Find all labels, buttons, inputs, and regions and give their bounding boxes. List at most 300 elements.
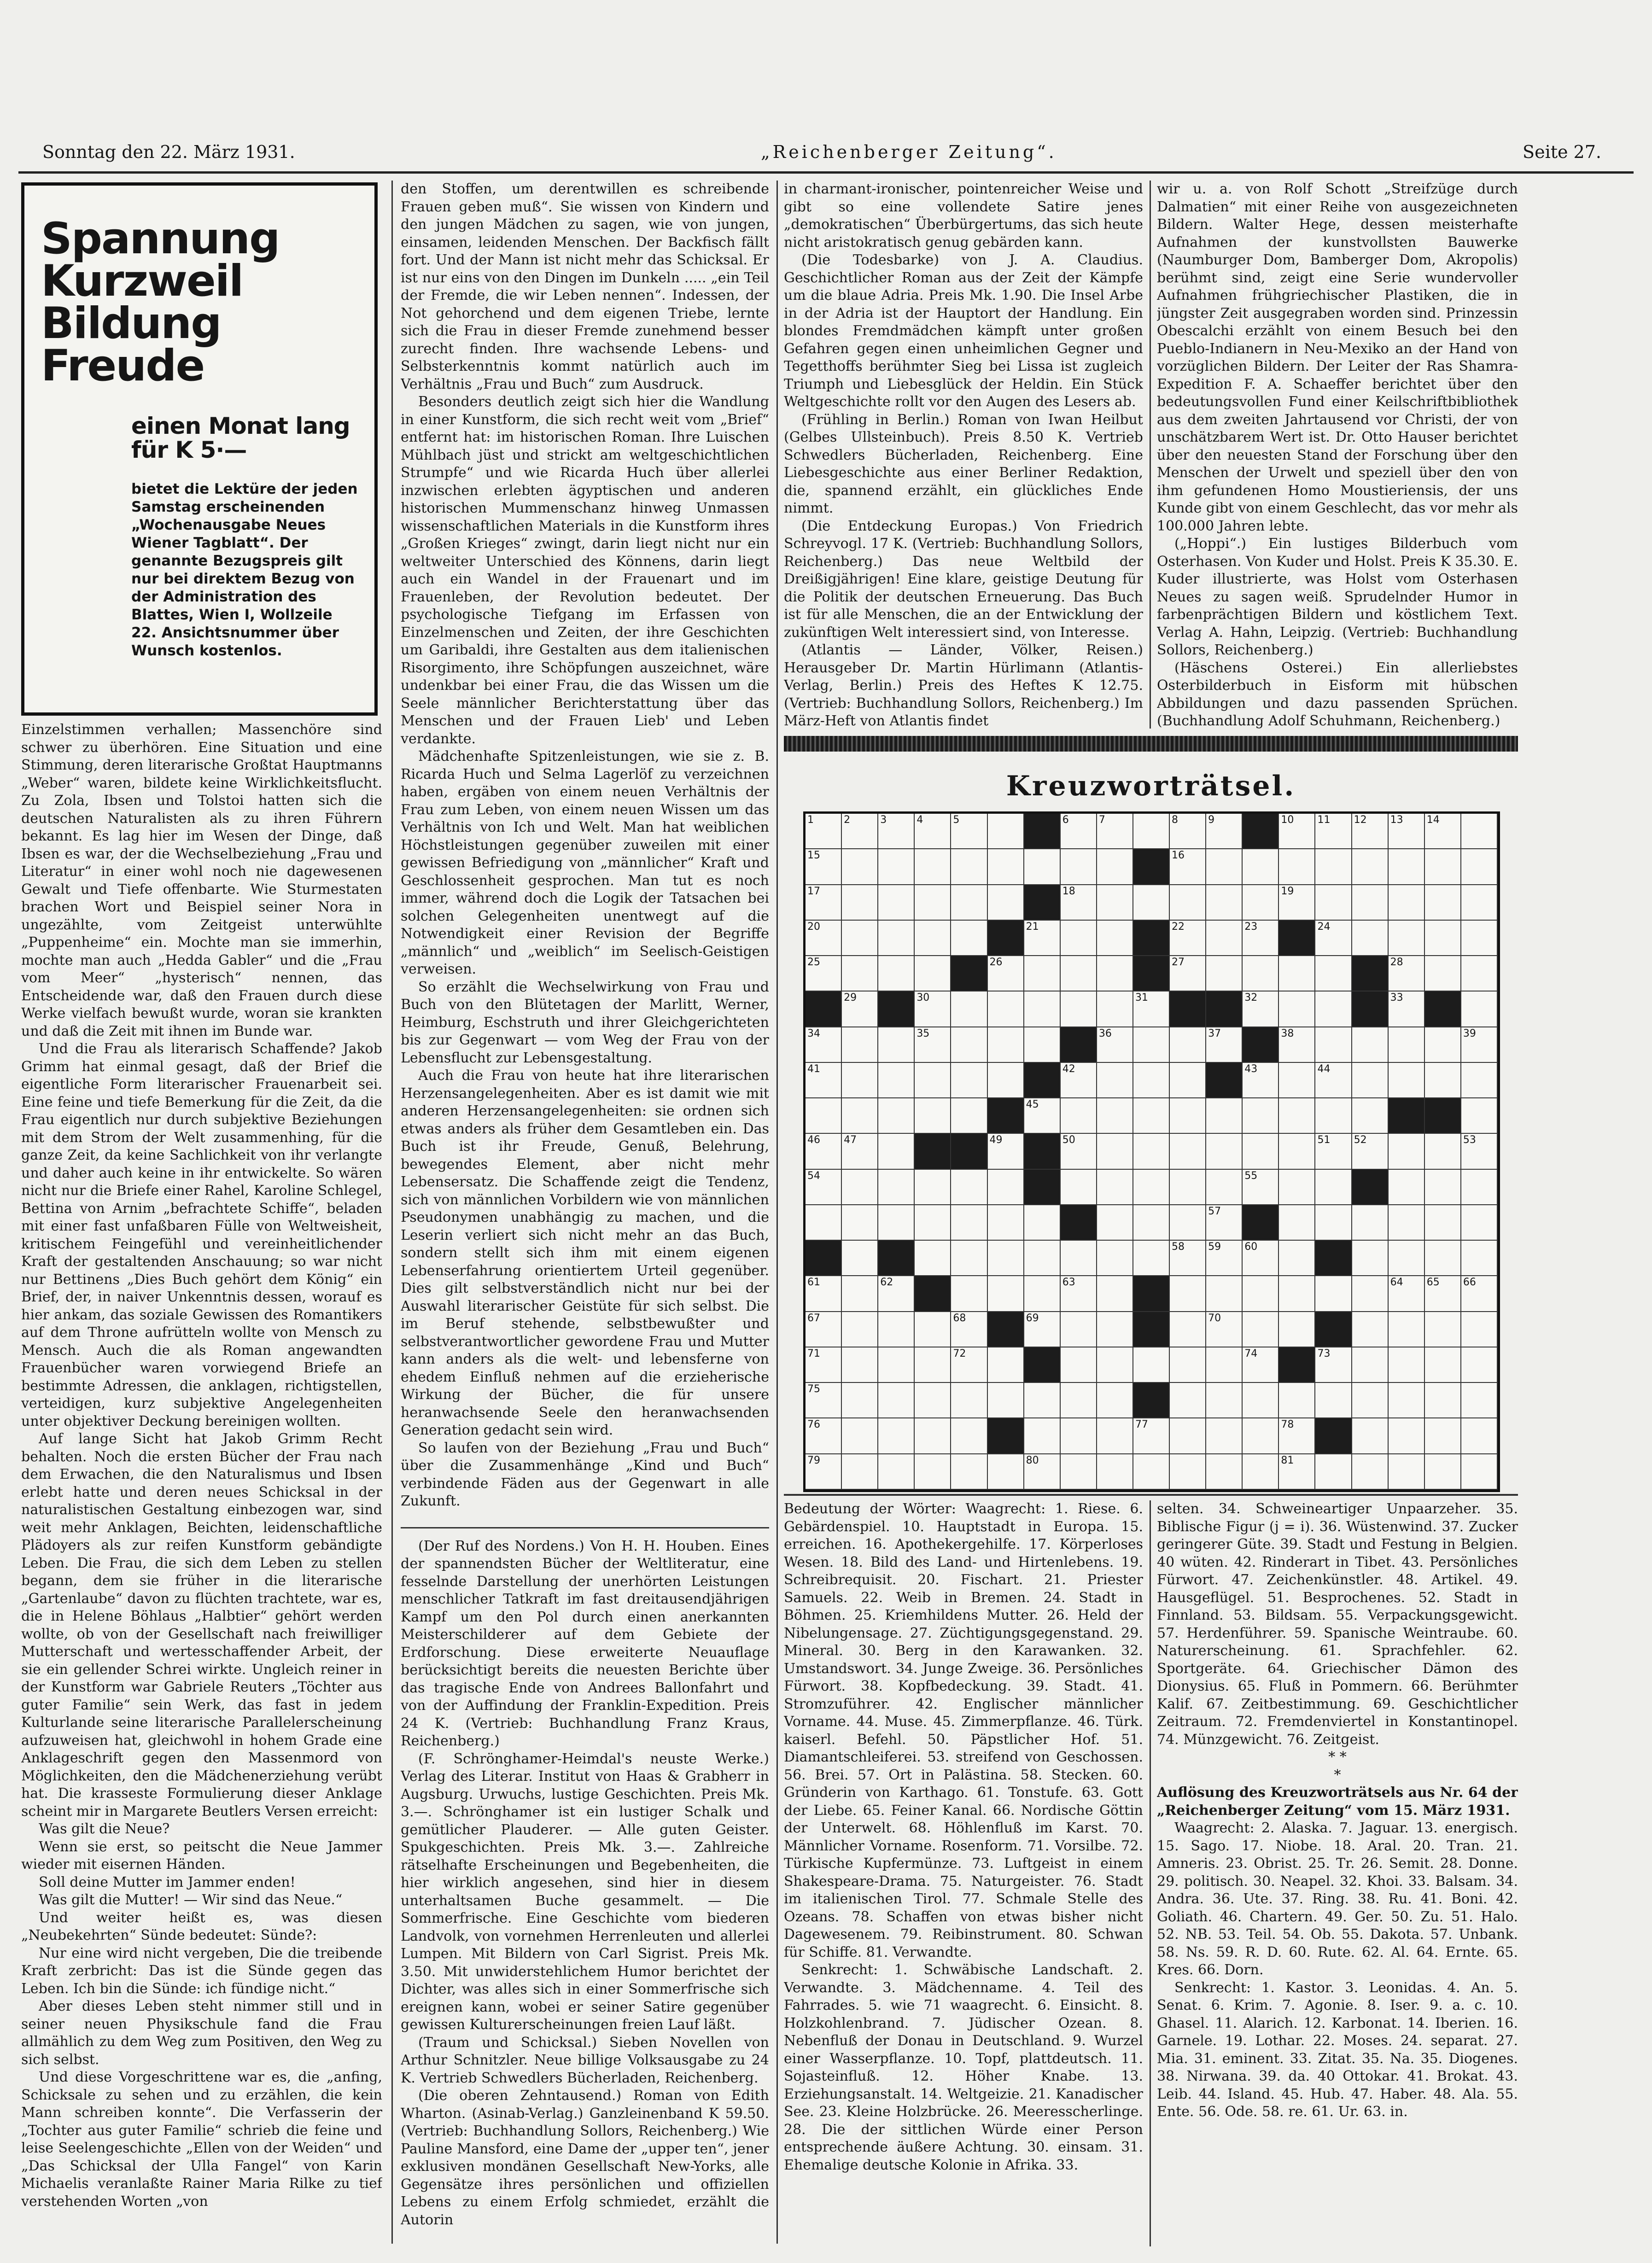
crossword-cell [1425,814,1461,849]
paragraph: Einzelstimmen verhallen; Massenchöre sind schwer zu überhören. Eine Situation und eine Stimmung, deren literarische Großtat Hauptmanns „Weber“ waren, bildete keine Wirklichkeitsflucht. Zu Zola, Ibsen und Tolstoi hatten sich die deutschen Naturalisten als zu ihren Führern bekannt. Es lag hier im Wesen der Dinge, daß Ibsen es war, der die Wechselbeziehung „Frau und Literatur“ in einer wohl noch nie dagewesenen Gewalt und Tiefe offenbarte. Wie Sturmestaten brachen Wort und Beispiel seiner Nora in ungezählte, vom Zeitgeist unterwühlte „Puppenheime“ ein. Mochte man sie immerhin, mochte man auch „Hedda Gabler“ und die „Frau vom Meer“ „hysterisch“ nennen, das Entscheidende war, daß den Frauen durch diese Werke vielfach bewußt wurde, woran sie krankten und daß die Zeit mit ihnen im Bunde war. [21,722,382,1039]
crossword-cell [1133,885,1170,921]
crossword-cell [915,1383,951,1418]
crossword-cell [1279,1312,1315,1347]
crossword-cell-number: 58 [1172,1241,1185,1253]
crossword-cell [1389,921,1425,956]
crossword-black-cell [1024,885,1061,921]
crossword-cell [1170,1134,1206,1169]
crossword-cell [1352,1454,1389,1490]
paragraph: in charmant-ironischer, pointenreicher Weise und gibt so eine vollendete Satire jenes „demokratischen“ Überbürgertums, das sich heute nicht aristokratisch genug gebärden kann. [784,181,1143,251]
crossword-cell [1461,885,1498,921]
crossword-cell [1461,1383,1498,1418]
crossword-cell-number: 6 [1062,814,1069,826]
crossword-cell-number: 30 [916,992,930,1004]
crossword-black-cell [988,1312,1024,1347]
crossword-cell [1133,1134,1170,1169]
crossword-cell [1425,956,1461,992]
crossword-cell [1425,1312,1461,1347]
poem-line: Wenn sie erst, so peitscht die Neue Jammer wieder mit eisernen Händen. [21,1838,382,1872]
crossword-cell [1061,1418,1097,1454]
paragraph: Besonders deutlich zeigt sich hier die Wandlung in einer Kunstform, die sich recht weit vom „Brief“ entfernt hat: im historischen Roman. Ihre Luischen Mühlbach jüst und strickt am weltgeschichtlichen Strumpfe“ und wie Ricarda Huch über allerlei inzwischen erlebten ägyptischen und anderen historischen Mummenschanz hinweg Unmassen wissenschaftlichen Materials in die Kunstform ihres „Großen Krieges“ zwingt, darin liegt nicht nur ein weltweiter Unterschied des Könnens, darin liegt auch ein Wandel in der Frauenart und im Frauenleben, der Revolution bedeutet. Der psychologische Tiefgang im Erfassen von Einzelmenschen und Zeiten, der ihre Geschichten um Garibaldi, ihre Gestalten aus dem italienischen Risorgimento, ihre Schöpfungen auszeichnet, wäre undenkbar bei einer Frau, die das Wissen um die Seele männlicher Berichterstattung über das Menschen und der Frauen Lieb' und Leben verdankte. [401,394,769,747]
crossword-cell-number: 26 [989,957,1003,968]
spacer [401,1511,769,1528]
crossword-cell [1279,849,1315,885]
crossword-cell-number: 1 [807,814,814,826]
crossword-cell [1243,1241,1279,1276]
crossword-cell [915,1205,951,1241]
crossword-cell [842,1098,878,1134]
crossword-cell [988,1027,1024,1063]
ad-text: bietet die Lektüre der jeden Samstag erscheinenden „Wochenausgabe Neues Wiener Tagblatt“. Der genannte Bezugspreis gilt nur bei direktem Bezug von der Administration des Blattes, Wien I, Wollzeile 22. Ansichtsnummer über Wunsch kostenlos. [131,481,358,659]
crossword-cell [951,1098,987,1134]
crossword-black-cell [1170,992,1206,1027]
crossword-cell [1024,1027,1061,1063]
crossword-cell [842,1312,878,1347]
crossword-cell [1061,1347,1097,1383]
crossword-cell [1279,956,1315,992]
crossword-cell [878,1347,915,1383]
crossword-cell [1097,1312,1133,1347]
crossword-cell [1061,956,1097,992]
crossword-cell [1206,1027,1243,1063]
crossword-cell [806,1027,842,1063]
crossword-cell [1352,1241,1389,1276]
crossword-cell [1170,1454,1206,1490]
crossword-cell [1389,885,1425,921]
crossword-cell [1352,849,1389,885]
crossword-cell [951,1276,987,1312]
crossword-cell [1315,1134,1352,1169]
crossword-cell-number: 4 [916,814,923,826]
crossword-cell [951,992,987,1027]
crossword-cell [1206,849,1243,885]
crossword-cell [1243,1276,1279,1312]
crossword-cell-number: 10 [1281,814,1294,826]
crossword-cell [1425,1205,1461,1241]
crossword-cell [1243,921,1279,956]
column-divider [391,181,393,2244]
crossword-cell [1206,1134,1243,1169]
crossword-black-cell [1024,814,1061,849]
crossword-cell [806,1170,842,1205]
crossword-cell [1133,1063,1170,1098]
crossword-black-cell [1024,1063,1061,1098]
crossword-cell [1061,1383,1097,1418]
crossword-cell [878,1312,915,1347]
crossword-cell [1061,1098,1097,1134]
crossword-cell-number: 31 [1135,992,1148,1004]
crossword-cell [1425,849,1461,885]
crossword-cell [915,1454,951,1490]
crossword-black-cell [1315,1312,1352,1347]
crossword-cell-number: 2 [844,814,851,826]
crossword-cell [842,956,878,992]
crossword-cell [1389,1276,1425,1312]
crossword-cell-number: 78 [1281,1419,1294,1431]
solution-heading: Auflösung des Kreuzworträtsels aus Nr. 64 der „Reichenberger Zeitung“ vom 15. März 1931. [1157,1785,1518,1819]
crossword-cell-number: 35 [916,1027,930,1039]
crossword-cell [1097,1098,1133,1134]
crossword-cell [1097,1170,1133,1205]
crossword-cell [915,1170,951,1205]
crossword-cell [878,956,915,992]
crossword-cell [1206,921,1243,956]
crossword-black-cell [915,1134,951,1169]
book-review: (Häschens Osterei.) Ein allerliebstes Osterbilderbuch in Eisform mit hübschen Abbildungen und dazu passenden Sprüchen. (Buchhandlung Adolf Schuhmann, Reichenberg.) [1157,659,1518,729]
crossword-cell [988,1241,1024,1276]
crossword-cell [1425,1347,1461,1383]
ad-line: Spannung [41,214,280,264]
crossword-cell [1206,814,1243,849]
crossword-cell [1206,1098,1243,1134]
crossword-cell [1315,1347,1352,1383]
crossword-cell [806,1312,842,1347]
crossword-cell [878,1027,915,1063]
crossword-cell [988,1205,1024,1241]
crossword-cell-number: 62 [880,1277,893,1289]
crossword-black-cell [915,1276,951,1312]
crossword-cell [878,1418,915,1454]
crossword-cell [1425,1063,1461,1098]
crossword-cell [806,1063,842,1098]
crossword-cell [1206,1276,1243,1312]
crossword-black-cell [1133,1276,1170,1312]
crossword-cell-number: 46 [807,1134,820,1146]
crossword-cell [1206,1454,1243,1490]
crossword-cell [1097,1063,1133,1098]
paragraph: So laufen von der Beziehung „Frau und Buch“ über die Zusammenhänge „Kind und Buch“ verbindende Fäden aus der Gegenwart in alle Zukunft. [401,1440,769,1509]
crossword-cell [842,1418,878,1454]
crossword-black-cell [1425,992,1461,1027]
book-review: (Atlantis — Länder, Völker, Reisen.) Herausgeber Dr. Martin Hürlimann (Atlantis-Verlag, Berlin.) Preis des Heftes K 12.75. (Vertrieb: Buchhandlung Sollors, Reichenberg.) Im März-Heft von Atlantis findet [784,642,1143,729]
crossword-cell [1315,1454,1352,1490]
crossword-cell [1425,1170,1461,1205]
crossword-cell [1097,1418,1133,1454]
crossword-cell [878,849,915,885]
crossword-cell [1061,1312,1097,1347]
crossword-cell [915,885,951,921]
column-divider [1150,181,1151,729]
crossword-cell [1461,992,1498,1027]
crossword-cell [1170,1205,1206,1241]
solution-across: Waagrecht: 2. Alaska. 7. Jaguar. 13. energisch. 15. Sago. 17. Niobe. 18. Aral. 20. Tran. 21. Amneris. 23. Obrist. 25. Tr. 26. Semit. 28. Donne. 29. politisch. 30. Neapel. 32. Khoi. 33. Balsam. 34. Andra. 36. Ute. 37. Ring. 38. Ru. 41. Boni. 42. Goliath. 46. Chartern. 49. Ger. 50. Zu. 51. Halo. 52. NB. 53. Teil. 54. Ob. 55. Dakota. 57. Unbank. 58. Ns. 59. R. D. 60. Rute. 62. Al. 64. Ernte. 65. Kres. 66. Dorn. [1157,1820,1518,1978]
crossword-cell [1315,1276,1352,1312]
crossword-cell-number: 16 [1172,850,1185,862]
crossword-cell [806,1418,842,1454]
crossword-cell-number: 64 [1390,1277,1403,1289]
crossword-cell-number: 57 [1208,1205,1221,1217]
crossword-cell [1461,1027,1498,1063]
crossword-cell-number: 8 [1172,814,1179,826]
crossword-cell [1425,885,1461,921]
crossword-cell [1024,956,1061,992]
crossword-cell [915,1347,951,1383]
crossword-cell [1315,1205,1352,1241]
crossword-cell [1279,1134,1315,1169]
crossword-cell-number: 47 [844,1134,857,1146]
crossword-cell [988,885,1024,921]
crossword-cell-number: 39 [1463,1027,1476,1039]
crossword-black-cell [988,1098,1024,1134]
crossword-black-cell [1024,1134,1061,1169]
crossword-black-cell [1133,1312,1170,1347]
crossword-cell [1206,1170,1243,1205]
crossword-cell-number: 24 [1317,921,1331,933]
crossword-cell [842,849,878,885]
crossword-black-cell [1315,1241,1352,1276]
crossword-cell-number: 79 [807,1454,820,1466]
crossword-cell [1061,1241,1097,1276]
crossword-black-cell [1243,1027,1279,1063]
crossword-black-cell [1024,1347,1061,1383]
crossword-cell-number: 74 [1244,1347,1258,1359]
crossword-cell [1315,992,1352,1027]
crossword-black-cell [1133,1383,1170,1418]
crossword-cell [1097,1347,1133,1383]
crossword-cell [1425,1383,1461,1418]
crossword-cell [1279,992,1315,1027]
crossword-cell [1061,1063,1097,1098]
separator: * * [1328,1749,1347,1765]
crossword-cell [878,885,915,921]
crossword-cell [1243,1170,1279,1205]
crossword-cell [951,1312,987,1347]
crossword-cell [1461,1205,1498,1241]
section-rule [784,1494,1518,1496]
crossword-cell [1024,849,1061,885]
crossword-cell [1243,1418,1279,1454]
crossword-cell [915,1418,951,1454]
crossword-black-cell [951,956,987,992]
crossword-cell [1425,1241,1461,1276]
crossword-cell [1170,885,1206,921]
crossword-cell [1352,1347,1389,1383]
crossword-cell [842,992,878,1027]
crossword-cell [1097,1241,1133,1276]
crossword-cell [806,921,842,956]
poem-line: Was gilt die Neue? [39,1821,170,1837]
crossword-cell [1243,1134,1279,1169]
page-header [42,130,1601,162]
crossword-cell [1061,921,1097,956]
header-paper-title: „Reichenberger Zeitung“. [760,142,1057,162]
crossword-cell [915,1312,951,1347]
crossword-cell [1243,1312,1279,1347]
crossword-cell [1170,1276,1206,1312]
crossword-cell [806,956,842,992]
crossword-cell [1243,956,1279,992]
crossword-cell-number: 3 [880,814,887,826]
crossword-cell-number: 27 [1172,957,1185,968]
crossword-cell [1133,1098,1170,1134]
paragraph: Mädchenhafte Spitzenleistungen, wie sie z. B. Ricarda Huch und Selma Lagerlöf zu verzeichnen haben, ergäben von einem neuen Verhältnis der Frau zum Leben, von einem neuen Wissen um das Verhältnis von Ich und Welt. Man hat weiblichen Höchstleistungen gegenüber zuweilen mit einer gewissen Befriedigung von „männlicher“ Kraft und Geschlossenheit gesprochen. Man tut es noch immer, während doch die Logik der Tatsachen bei solchen Gelegenheiten unentwegt auf die Notwendigkeit einer Revision der Begriffe „männlich“ und „weiblich“ im Seelisch-Geistigen verweisen. [401,748,769,977]
crossword-cell [842,1027,878,1063]
crossword-cell [842,1454,878,1490]
crossword-cell-number: 51 [1317,1134,1331,1146]
crossword-cell-number: 37 [1208,1027,1221,1039]
crossword-black-cell [1206,1063,1243,1098]
crossword-cell [988,1347,1024,1383]
crossword-cell [878,1383,915,1418]
crossword-cell-number: 50 [1062,1134,1075,1146]
crossword-cell [1352,921,1389,956]
crossword-cell [1315,1027,1352,1063]
crossword-cell [1279,885,1315,921]
crossword-cell [1279,1241,1315,1276]
section-bar [784,736,1518,752]
crossword-cell [1461,1063,1498,1098]
paragraph: Und weiter heißt es, was diesen „Neubekehrten“ Sünde bedeutet: Sünde?: [21,1909,382,1943]
crossword-cell [915,992,951,1027]
crossword-black-cell [1279,1347,1315,1383]
crossword-cell [1425,921,1461,956]
crossword-cell [915,921,951,956]
crossword-cell [1279,1063,1315,1098]
crossword-cell [1315,1098,1352,1134]
crossword-cell [1206,885,1243,921]
crossword-cell [988,1063,1024,1098]
crossword-cell [1425,1418,1461,1454]
crossword-cell [1279,814,1315,849]
crossword-cell-number: 41 [807,1063,820,1075]
crossword-cell [1097,956,1133,992]
book-review: (F. Schrönghamer-Heimdal's neuste Werke.) Verlag des Literar. Institut von Haas & Grabherr in Augsburg. Urwuchs, lustige Geschichten. Preis Mk. 3.—. Schrönghamer ist ein lustiger Schalk und gemütlicher Plauderer. — Alle guten Geister. Spukgeschichten. Preis Mk. 3.—. Zahlreiche rätselhafte Erscheinungen und Begebenheiten, die hier wirklich angesehen, sind hier in diesem unterhaltsamen Buche gesammelt. — Die Sommerfrische. Eine Geschichte vom biederen Landvolk, von vornehmen Herrenleuten und allerlei Lumpen. Mit Bildern von Carl Sigrist. Preis Mk. 3.50. Mit unwiderstehlichem Humor berichtet der Dichter, was alles sich in einer Sommerfrische sich ereignen kann, wobei er seiner Satire gegenüber gewissen Kulturerscheinungen freien Lauf läßt. [401,1750,769,2033]
crossword-cell [1097,814,1133,849]
crossword-cell [988,956,1024,992]
crossword-cell [842,1347,878,1383]
crossword-cell [1170,1241,1206,1276]
crossword-cell [806,1205,842,1241]
crossword-black-cell [1133,849,1170,885]
poem-line: Was gilt die Mutter! — Wir sind das Neue.“ [39,1892,343,1908]
crossword-cell [1425,1134,1461,1169]
crossword-cell [1206,1418,1243,1454]
crossword-cell [1243,1098,1279,1134]
crossword-cell [1024,1241,1061,1276]
crossword-cell [1024,1454,1061,1490]
book-review: (Frühling in Berlin.) Roman von Iwan Heilbut (Gelbes Ullsteinbuch). Preis 8.50 K. Vertrieb Schwedlers Bücherladen, Reichenberg. Eine Liebesgeschichte aus einer Berliner Redaktion, die, spannend erzählt, ein glückliches Ende nimmt. [784,411,1143,516]
crossword-cell-number: 5 [953,814,960,826]
crossword-cell [1243,1383,1279,1418]
crossword-cell [1133,814,1170,849]
crossword-cell-number: 70 [1208,1312,1221,1324]
paragraph: den Stoffen, um derentwillen es schreibende Frauen geben muß“. Sie wissen von Kindern und den jungen Mädchen zu sagen, wie von jungen, einsamen, leidenden Menschen. Der Backfisch fällt fort. Und der Mann ist nicht mehr das Schicksal. Er ist nur eins von den Dingen im Dunkeln ..... „ein Teil der Fremde, die wir Leben nennen“. Indessen, der Not gehorchend und dem eigenen Triebe, lernte sich die Frau in dieser Fremde zunehmend besser zurecht finden. Ihre wachsende Lebens- und Selbsterkenntnis kommt natürlich auch im Verhältnis „Frau und Buch“ zum Ausdruck. [401,181,769,392]
crossword-black-cell [1279,921,1315,956]
crossword-cell [951,1347,987,1383]
crossword-cell [1024,1205,1061,1241]
crossword-cell [806,1098,842,1134]
crossword-cell-number: 14 [1426,814,1440,826]
paragraph: Und die Frau als literarisch Schaffende? Jakob Grimm hat einmal gesagt, daß der Brief die eigentliche Form literarischer Frauenarbeit sei. Eine feine und tiefe Bemerkung für die Zeit, da die Frau eigentlich nur durch subjektive Beziehungen mit dem Strom der Welt zusammenhing, für die ganze Zeit, da keine Sachlichkeit von ihr verlangte und daher auch keine in ihr entwickelte. So wären nicht nur die Briefe einer Rahel, Karoline Schlegel, Bettina von Arnim „befrachtete Schiffe“, beladen mit einer fast unfaßbaren Fülle von Weltweisheit, kritischem Feingefühl und vereinheitlichender Kraft der gestaltenden Anschauung; so war nicht nur Bettinens „Dies Buch gehört dem König“ ein Brief, der, in naiver Unkenntnis dessen, worauf es hier ankam, das soziale Gewissen des Romantikers auf dem Throne aufrütteln wollte von Mensch zu Mensch. Auch die als Roman angewandten Frauenbücher waren vorwiegend Briefe an bestimmte Adressen, die anklagen, richtigstellen, verteidigen, kurz subjektive Angelegenheiten unter objektiver Deckung bereinigen wollten. [21,1041,382,1429]
advertisement-box [21,182,378,716]
crossword-cell-number: 45 [1026,1099,1039,1111]
crossword-cell-number: 80 [1026,1454,1039,1466]
crossword-cell [1279,1418,1315,1454]
paragraph: Aber dieses Leben steht nimmer still und in seiner neuen Physikschule fand die Frau allmählich zu dem Weg zum Positiven, den Weg zu sich selbst. [21,1998,382,2068]
crossword-cell-number: 54 [807,1170,820,1182]
crossword-cell [842,885,878,921]
crossword-black-cell [1315,1418,1352,1454]
crossword-black-cell [1133,956,1170,992]
header-date: Sonntag den 22. März 1931. [42,142,295,162]
crossword-cell [1097,1134,1133,1169]
crossword-cell [1243,992,1279,1027]
crossword-grid [803,811,1500,1492]
crossword-cell [1097,1205,1133,1241]
crossword-cell [988,1454,1024,1490]
book-review: („Hoppi“.) Ein lustiges Bilderbuch vom Osterhasen. Von Kuder und Holst. Preis K 35.30. E. Kuder illustrierte, was Holst vom Osterhasen Neues zu sagen weiß. Sprudelnder Humor in farbenprächtigen Bildern und köstlichem Text. Verlag A. Hahn, Leipzig. (Vertrieb: Buchhandlung Sollors, Reichenberg.) [1157,536,1518,658]
crossword-cell [1389,814,1425,849]
crossword-cell-number: 25 [807,957,820,968]
crossword-cell [1425,1454,1461,1490]
crossword-black-cell [1061,1027,1097,1063]
crossword-cell [1024,992,1061,1027]
crossword-cell [1061,1134,1097,1169]
crossword-cell [806,885,842,921]
crossword-cell [1352,1027,1389,1063]
crossword-cell [1389,1454,1425,1490]
crossword-cell-number: 69 [1026,1312,1039,1324]
crossword-cell-number: 22 [1172,921,1185,933]
crossword-cell [842,1383,878,1418]
crossword-cell [1061,1454,1097,1490]
crossword-cell-number: 21 [1026,921,1039,933]
crossword-cell [1279,1454,1315,1490]
crossword-solution [1157,1500,1518,2246]
crossword-cell [1133,1418,1170,1454]
crossword-cell [1097,1276,1133,1312]
crossword-cell [1315,956,1352,992]
crossword-cell [1461,1454,1498,1490]
crossword-cell [1170,1098,1206,1134]
solution-down: Senkrecht: 1. Kastor. 3. Leonidas. 4. An. 5. Senat. 6. Krim. 7. Agonie. 8. Iser. 9. a. c. 10. Ghasel. 11. Alarich. 12. Karbonat. 14. Iberien. 16. Garnele. 19. Lothar. 22. Moses. 24. separat. 27. Mia. 31. eminent. 33. Zitat. 35. Na. 35. Diogenes. 38. Nirwana. 39. da. 40 Ottokar. 41. Brokat. 43. Leib. 44. Island. 45. Hub. 47. Haber. 48. Ala. 55. Ente. 56. Ode. 58. re. 61. Ur. 63. in. [1157,1979,1518,2120]
crossword-cell [1133,1241,1170,1276]
crossword-cell [988,1170,1024,1205]
crossword-cell-number: 36 [1098,1027,1112,1039]
crossword-cell-number: 55 [1244,1170,1258,1182]
crossword-cell [842,1241,878,1276]
crossword-cell [1461,1347,1498,1383]
crossword-cell [1389,956,1425,992]
crossword-cell-number: 76 [807,1419,820,1431]
crossword-cell [1206,1312,1243,1347]
crossword-cell [988,814,1024,849]
crossword-cell [842,921,878,956]
crossword-cell [1279,1276,1315,1312]
crossword-cell [915,1241,951,1276]
crossword-cell [1315,814,1352,849]
crossword-cell [1352,885,1389,921]
crossword-cell [1389,1063,1425,1098]
crossword-cell [951,885,987,921]
crossword-cell [1279,1383,1315,1418]
paragraph: So erzählt die Wechselwirkung von Frau und Buch von den Blütetagen der Marlitt, Werner, Heimburg, Eschstruth und ihrer Gleichgerichteten bis zur Gegenwart — vom Weg der Frau von der Lebensflucht zur Lebensgestaltung. [401,979,769,1066]
crossword-cell [951,1063,987,1098]
clues-down: Senkrecht: 1. Schwäbische Landschaft. 2. Verwandte. 3. Mädchenname. 4. Teil des Fahrrades. 5. wie 71 waagrecht. 6. Einsicht. 8. Holzkohlenbrand. 7. Jüdischer Ozean. 8. Nebenfluß der Donau in Deutschland. 9. Wurzel einer Wasserpflanze. 10. Topf, plattdeutsch. 11. Sojasteinfluß. 12. Höher Knabe. 13. Erziehungsanstalt. 14. Weltgeizie. 21. Kanadischer See. 23. Kleine Holzbrücke. 26. Meeresscherlinge. 28. Die der sittlichen Würde einer Person entsprechende äußere Achtung. 30. einsam. 31. Ehemalige deutsche Kolonie in Afrika. 33. [784,1962,1143,2173]
crossword-cell [1170,1312,1206,1347]
crossword-cell [1389,1027,1425,1063]
crossword-cell-number: 17 [807,885,820,897]
crossword-cell [1170,921,1206,956]
crossword-cell [988,1383,1024,1418]
crossword-cell-number: 73 [1317,1347,1331,1359]
crossword-cell [1024,1312,1061,1347]
crossword-cell [1061,1170,1097,1205]
crossword-cell [1061,885,1097,921]
crossword-cell [1097,992,1133,1027]
crossword-cell [988,1276,1024,1312]
crossword-cell [878,1170,915,1205]
